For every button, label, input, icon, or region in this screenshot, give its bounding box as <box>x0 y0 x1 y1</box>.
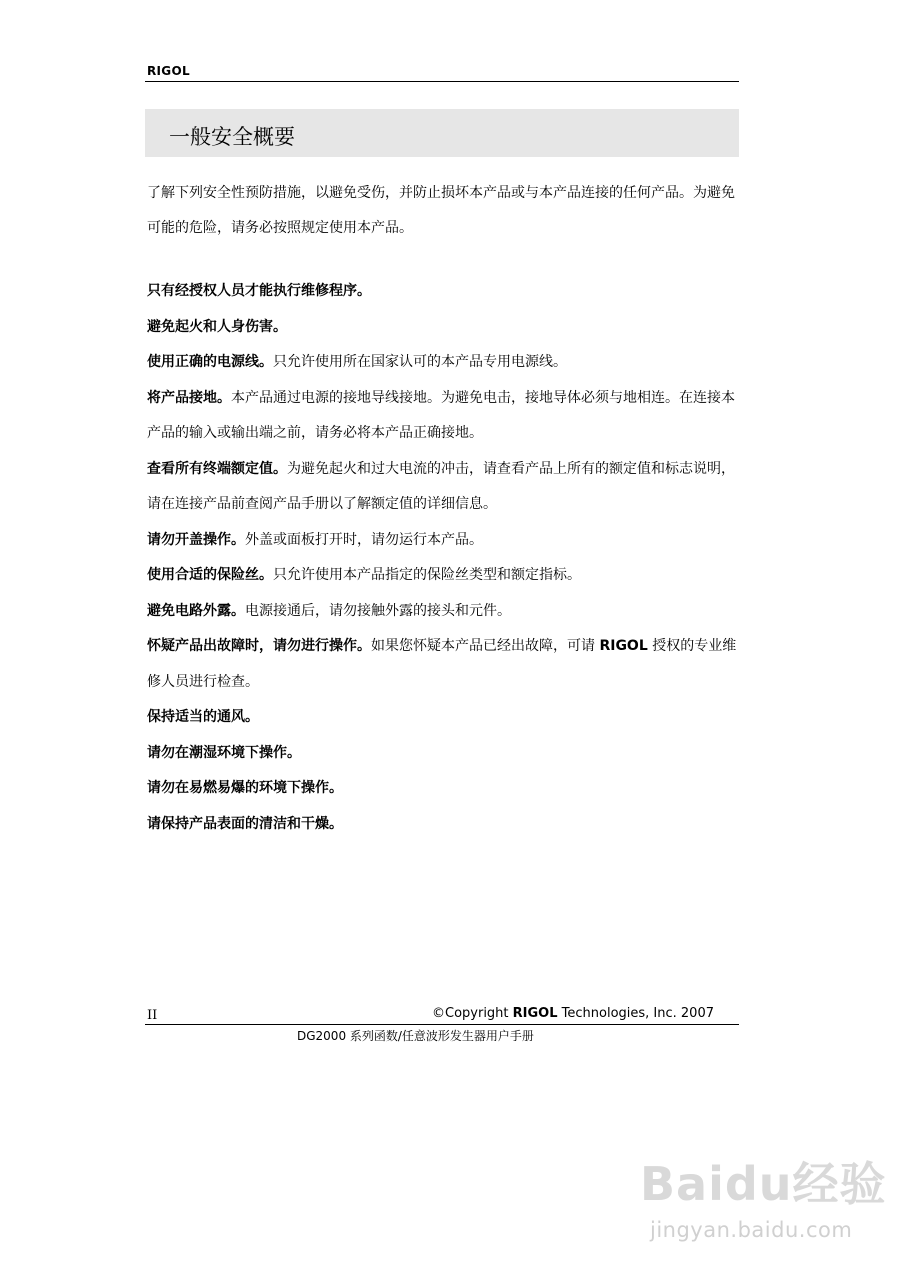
watermark-url: jingyan.baidu.com <box>650 1218 853 1242</box>
watermark <box>640 1148 887 1258</box>
safety-item-3: 使用正确的电源线。只允许使用所在国家认可的本产品专用电源线。 <box>147 354 567 370</box>
section-title-band <box>145 109 739 157</box>
manual-title: DG2000 系列函数/任意波形发生器用户手册 <box>297 1029 534 1043</box>
safety-item-2: 避免起火和人身伤害。 <box>147 318 287 335</box>
header-rule <box>145 81 739 82</box>
safety-item-5: 查看所有终端额定值。为避免起火和过大电流的冲击，请查看产品上所有的额定值和标志说明，请在连接产品前查阅产品手册以了解额定值的详细信息。 <box>147 460 735 512</box>
intro-paragraph: 了解下列安全性预防措施，以避免受伤，并防止损坏本产品或与本产品连接的任何产品。为避免可能的危险，请务必按照规定使用本产品。 <box>147 185 735 236</box>
safety-item-4: 将产品接地。本产品通过电源的接地导线接地。为避免电击，接地导体必须与地相连。在连接本产品的输入或输出端之前，请务必将本产品正确接地。 <box>147 389 735 441</box>
copyright: ©Copyright RIGOL Technologies, Inc. 2007 <box>432 1006 714 1021</box>
footer-rule <box>145 1024 739 1025</box>
section-title: 一般安全概要 <box>169 125 295 149</box>
page-number: II <box>147 1008 158 1023</box>
safety-items <box>147 274 741 842</box>
safety-item-7: 使用合适的保险丝。只允许使用本产品指定的保险丝类型和额定指标。 <box>147 567 581 583</box>
safety-item-8: 避免电路外露。电源接通后，请勿接触外露的接头和元件。 <box>147 602 511 619</box>
safety-item-1: 只有经授权人员才能执行维修程序。 <box>147 283 371 299</box>
header-brand: RIGOL <box>147 64 190 78</box>
safety-item-13: 请保持产品表面的清洁和干燥。 <box>147 815 343 832</box>
safety-item-12: 请勿在易燃易爆的环境下操作。 <box>147 780 343 796</box>
safety-item-10: 保持适当的通风。 <box>147 709 259 725</box>
watermark-logo: Baidu经验 <box>640 1157 887 1211</box>
safety-item-9: 怀疑产品出故障时，请勿进行操作。如果您怀疑本产品已经出故障，可请 RIGOL 授权的专业维修人员进行检查。 <box>147 638 737 690</box>
safety-item-11: 请勿在潮湿环境下操作。 <box>147 744 301 761</box>
safety-item-6: 请勿开盖操作。外盖或面板打开时，请勿运行本产品。 <box>147 531 483 548</box>
